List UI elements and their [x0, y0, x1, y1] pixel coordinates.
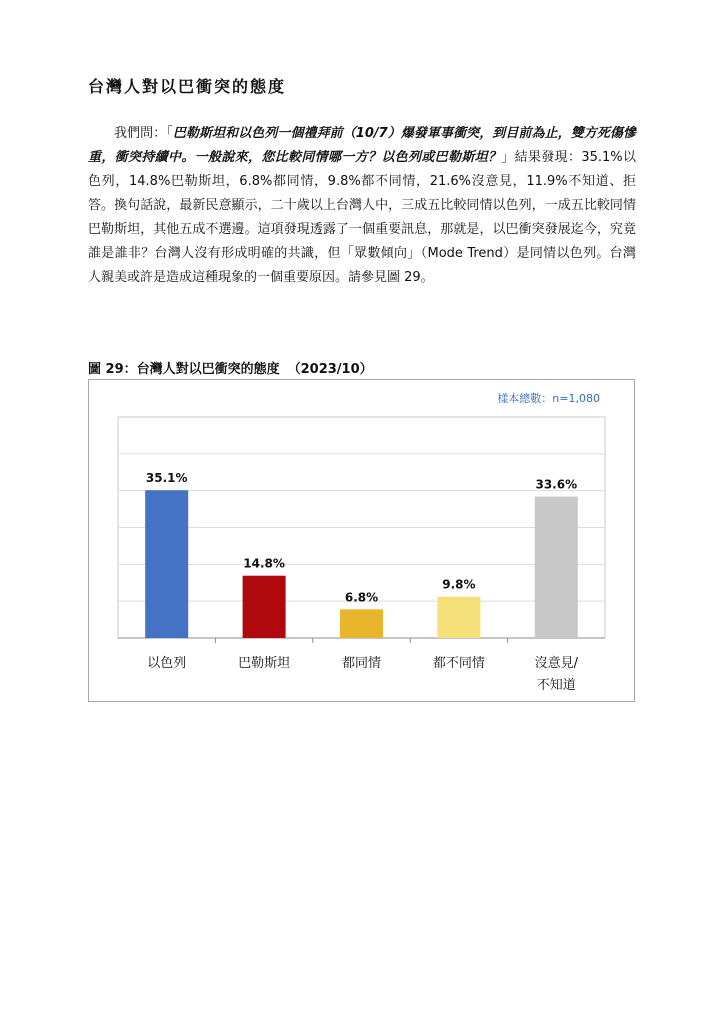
- document-title: 台灣人對以巴衝突的態度: [88, 77, 287, 96]
- bar: [243, 576, 286, 638]
- bar-chart: [89, 380, 636, 703]
- paragraph-rest: 」結果發現：35.1%以色列，14.8%巴勒斯坦，6.8%都同情，9.8%都不同情，21.6%沒意見，11.9%不知道、拒答。換句話說，最新民意顯示，二十歲以上台灣人中，三成五比較同情以色列，一成五比較同情巴勒斯坦，其他五成不選邊。這項發現透露了一個重要訊息，那就是，以巴衝突發展迄今，究竟誰是誰非？台灣人沒有形成明確的共識，但「眾數傾向」（Mode Trend）是同情以色列。台灣人親美或許是造成這種現象的一個重要原因。請參見圖 29。: [88, 150, 636, 285]
- bar: [437, 597, 480, 638]
- paragraph-lead: 我們問：「: [114, 126, 173, 141]
- figure-caption-text: 圖 29：台灣人對以巴衝突的態度: [88, 362, 280, 377]
- data-label: 33.6%: [535, 477, 578, 492]
- category-label: 不知道: [536, 678, 576, 693]
- category-label: 都同情: [341, 656, 382, 671]
- bar: [535, 497, 578, 638]
- body-paragraph: [88, 122, 636, 290]
- chart-frame: [88, 379, 635, 702]
- category-label: 沒意見/: [534, 656, 578, 671]
- sample-size-note: 樣本總數：n=1,080: [497, 392, 600, 405]
- category-label: 以色列: [147, 656, 187, 671]
- figure-caption: [88, 358, 373, 377]
- data-label: 35.1%: [145, 471, 188, 486]
- data-label: 9.8%: [442, 577, 476, 592]
- data-label: 6.8%: [344, 590, 379, 605]
- figure-caption-date: （2023/10）: [287, 362, 373, 377]
- category-label: 巴勒斯坦: [238, 656, 291, 671]
- bar: [145, 490, 188, 638]
- category-label: 都不同情: [432, 656, 485, 671]
- data-label: 14.8%: [243, 556, 285, 571]
- bar: [340, 609, 383, 638]
- survey-question: 巴勒斯坦和以色列一個禮拜前（10/7）爆發軍事衝突，到目前為止，雙方死傷慘重，衝突持續中。一般說來，您比較同情哪一方？以色列或巴勒斯坦？: [88, 126, 636, 165]
